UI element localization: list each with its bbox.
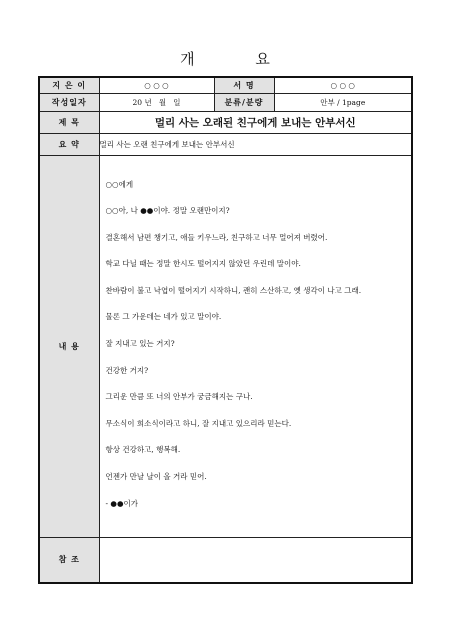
letter-line: 무소식이 희소식이라고 하니, 잘 지내고 있으리라 믿는다. bbox=[105, 418, 292, 428]
content-label: 내 용 bbox=[39, 155, 99, 537]
author-row bbox=[39, 77, 412, 93]
letter-line: 찬바람이 불고 낙엽이 떨어지기 시작하니, 괜히 스산하고, 옛 생각이 나고 그래. bbox=[105, 285, 362, 295]
reference-row bbox=[39, 537, 412, 583]
letter-line: 항상 건강하고, 행복해. bbox=[105, 445, 181, 455]
letter-line: 언젠가 만날 날이 올 거라 믿어. bbox=[105, 472, 207, 482]
author-label: 지 은 이 bbox=[39, 77, 99, 93]
letter-line: 잘 지내고 있는 거지? bbox=[105, 339, 175, 349]
summary-row bbox=[39, 133, 412, 155]
summary-value: 멀리 사는 오랜 친구에게 보내는 안부서신 bbox=[99, 133, 412, 155]
letter-line: 건강한 거지? bbox=[105, 365, 149, 375]
subject-value: 멀리 사는 오래된 친구에게 보내는 안부서신 bbox=[99, 111, 412, 133]
reference-value bbox=[99, 537, 412, 583]
letter-line: 결혼해서 남편 챙기고, 애들 키우느라, 친구하고 너무 멀어져 버렸어. bbox=[105, 232, 328, 242]
letter-line: 물론 그 가운데는 네가 있고 말이야. bbox=[105, 312, 222, 322]
document-title: 개 요 bbox=[180, 50, 298, 68]
reference-label: 참 조 bbox=[39, 537, 99, 583]
subject-row bbox=[39, 111, 412, 133]
content-cell bbox=[99, 155, 412, 537]
overview-form bbox=[38, 76, 413, 584]
date-value: 20 년 월 일 bbox=[99, 93, 214, 111]
content-row bbox=[39, 155, 412, 537]
subject-label: 제 목 bbox=[39, 111, 99, 133]
letter-line: 그리운 만큼 또 너의 안부가 궁금해지는 구나. bbox=[105, 392, 253, 402]
letter-body bbox=[100, 156, 412, 537]
letter-line: ○○아, 나 ●●이야. 정말 오랜만이지? bbox=[105, 206, 230, 216]
summary-label: 요 약 bbox=[39, 133, 99, 155]
letter-line: - ●●이가 bbox=[105, 498, 138, 508]
author-value: ○ ○ ○ bbox=[99, 77, 214, 93]
signature-value: ○ ○ ○ bbox=[274, 77, 412, 93]
category-value: 안부 / 1page bbox=[274, 93, 412, 111]
date-row bbox=[39, 93, 412, 111]
date-label: 작성일자 bbox=[39, 93, 99, 111]
letter-line: ○○에게 bbox=[105, 179, 134, 189]
signature-label: 서 명 bbox=[214, 77, 274, 93]
letter-line: 학교 다닐 때는 정말 한시도 떨어지지 않았던 우린데 말이야. bbox=[105, 259, 301, 269]
category-label: 분류/분량 bbox=[214, 93, 274, 111]
